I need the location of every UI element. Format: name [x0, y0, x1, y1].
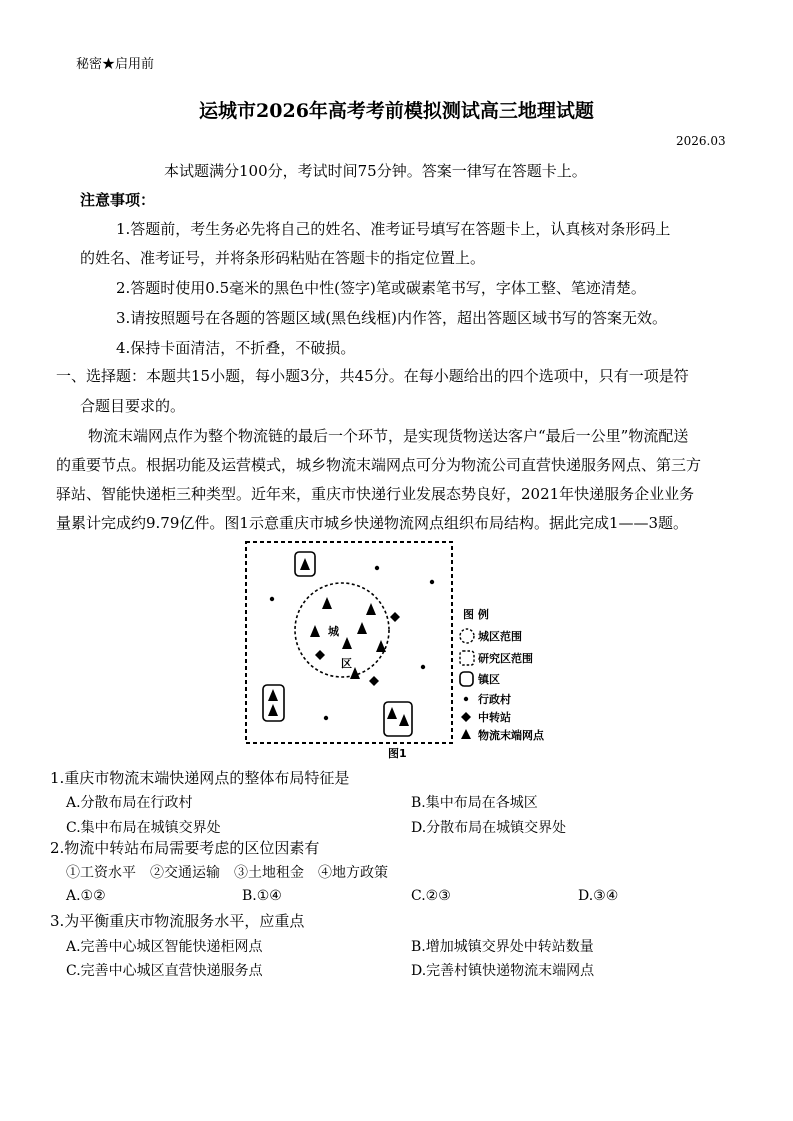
figure-1-logistics-map [242, 540, 554, 762]
legend-city-swatch [460, 629, 474, 643]
terminal-point [357, 622, 367, 634]
terminal-point [399, 714, 409, 726]
question-2-option-d: D.③④ [578, 888, 619, 904]
city-label-2: 区 [341, 657, 352, 670]
question-3-option-a: A.完善中心城区智能快递柜网点 [66, 939, 263, 955]
legend-transfer-swatch [461, 712, 471, 722]
legend-study-swatch [460, 651, 474, 665]
legend-terminal: 物流末端网点 [478, 729, 544, 742]
question-1-option-a: A.分散布局在行政村 [66, 795, 193, 811]
legend-town-swatch [460, 672, 473, 686]
passage-line-1: 物流末端网点作为整个物流链的最后一个环节，是实现货物送达客户“最后一公里”物流配送 [88, 427, 689, 445]
figure-caption: 图1 [388, 747, 407, 760]
legend-city-area: 城区范围 [478, 630, 522, 643]
village-dot [324, 716, 328, 720]
transfer-station [315, 650, 325, 660]
question-1-option-b: B.集中布局在各城区 [411, 795, 538, 811]
exam-date: 2026.03 [676, 134, 726, 148]
intro-text: 本试题满分100分，考试时间75分钟。答案一律写在答题卡上。 [164, 162, 587, 180]
legend-village-swatch [464, 697, 468, 701]
terminal-point [300, 558, 310, 570]
section-1-heading-line2: 合题目要求的。 [80, 397, 186, 415]
terminal-point [387, 707, 397, 719]
legend-title: 图 例 [463, 608, 489, 621]
question-3-option-d: D.完善村镇快递物流末端网点 [411, 963, 595, 979]
notice-item-4: 4.保持卡面清洁，不折叠，不破损。 [116, 339, 356, 357]
terminal-point [322, 597, 332, 609]
legend [460, 607, 545, 742]
passage-line-2: 的重要节点。根据功能及运营模式，城乡物流末端网点可分为物流公司直营快递服务网点、第三方 [56, 456, 702, 474]
notice-item-3: 3.请按照题号在各题的答题区域(黑色线框)内作答，超出答题区域书写的答案无效。 [116, 309, 668, 327]
question-2-option-a: A.①② [66, 888, 106, 904]
notice-item-1-line1: 1.答题前，考生务必先将自己的姓名、准考证号填写在答题卡上，认真核对条形码上 [116, 220, 671, 238]
legend-study-area: 研究区范围 [478, 652, 533, 665]
town-bottom-right [384, 702, 412, 736]
terminal-point [342, 637, 352, 649]
legend-town: 镇区 [478, 673, 500, 686]
confidential-mark: 秘密★启用前 [76, 57, 155, 72]
notice-heading: 注意事项： [80, 191, 156, 209]
question-1-option-c: C.集中布局在城镇交界处 [66, 820, 221, 836]
question-3-option-c: C.完善中心城区直营快递服务点 [66, 963, 263, 979]
question-3-option-b: B.增加城镇交界处中转站数量 [411, 939, 594, 955]
legend-terminal-swatch [461, 729, 471, 739]
city-label-1: 城 [328, 625, 339, 638]
passage-line-4: 量累计完成约9.79亿件。图1示意重庆市城乡快递物流网点组织布局结构。据此完成1——3题。 [56, 514, 689, 532]
town-top-left [295, 552, 315, 576]
passage-line-3: 驿站、智能快递柜三种类型。近年来，重庆市快递行业发展态势良好，2021年快递服务企业业务 [56, 485, 695, 503]
notice-item-2: 2.答题时使用0.5毫米的黑色中性(签字)笔或碳素笔书写，字体工整、笔迹清楚。 [116, 279, 646, 297]
terminal-point [268, 689, 278, 701]
terminal-point [366, 603, 376, 615]
village-dot [270, 597, 274, 601]
village-dot [421, 665, 425, 669]
town-bottom-left [263, 685, 284, 721]
question-1-option-d: D.分散布局在城镇交界处 [411, 820, 567, 836]
transfer-station [369, 676, 379, 686]
section-1-heading-line1: 一、选择题：本题共15小题，每小题3分，共45分。在每小题给出的四个选项中，只有一项是符 [56, 367, 689, 385]
question-1-stem: 1.重庆市物流末端快递网点的整体布局特征是 [50, 769, 350, 787]
transfer-station [390, 612, 400, 622]
terminal-point [376, 640, 386, 652]
village-dot [375, 566, 379, 570]
exam-title: 运城市2026年高考考前模拟测试高三地理试题 [199, 100, 594, 122]
terminal-point [310, 625, 320, 637]
terminal-point [268, 704, 278, 716]
legend-village: 行政村 [478, 693, 511, 706]
village-dot [430, 580, 434, 584]
question-2-option-c: C.②③ [411, 888, 451, 904]
question-2-factors: ①工资水平 ②交通运输 ③土地租金 ④地方政策 [66, 865, 388, 881]
legend-transfer: 中转站 [478, 711, 511, 724]
question-2-option-b: B.①④ [242, 888, 282, 904]
notice-item-1-line2: 的姓名、准考证号，并将条形码粘贴在答题卡的指定位置上。 [80, 249, 486, 267]
question-3-stem: 3.为平衡重庆市物流服务水平，应重点 [50, 912, 305, 930]
question-2-stem: 2.物流中转站布局需要考虑的区位因素有 [50, 839, 320, 857]
